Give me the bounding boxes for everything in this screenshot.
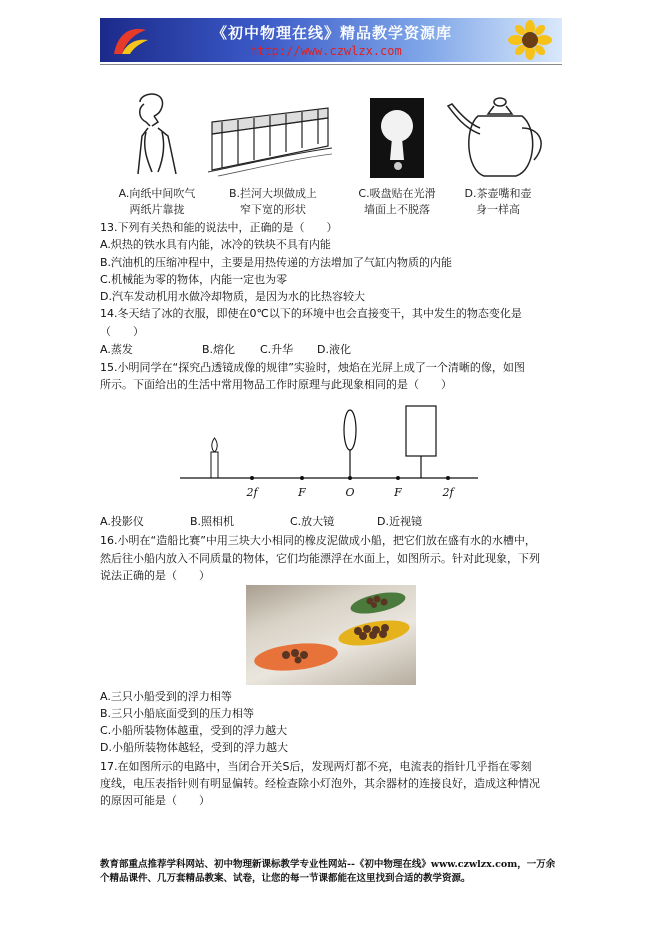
- axis-point-1: [300, 476, 304, 480]
- axis-label-0: 2f: [246, 486, 258, 499]
- q14-option-b: B.熔化: [202, 343, 236, 356]
- figure-d-caption-2: 身一样高: [476, 203, 520, 216]
- figure-b-caption-2: 窄下宽的形状: [240, 203, 306, 216]
- q17-stem-3: 的原因可能是（ ）: [100, 794, 210, 807]
- q14-stem-2: （ ）: [100, 325, 144, 338]
- q15-stem-1: 15.小明同学在“探究凸透镜成像的规律”实验时，烛焰在光屏上成了一个清晰的像，如图: [100, 361, 525, 374]
- axis-point-4: [446, 476, 450, 480]
- footer-line-1: 教育部重点推荐学科网站、初中物理新课标教学专业性网站--《初中物理在线》www.czwlzx.com，一万余: [100, 859, 556, 870]
- lens-experiment-diagram: [180, 400, 480, 504]
- figure-a-caption-1: A.向纸中间吹气: [118, 187, 196, 200]
- q15-option-b: B.照相机: [190, 515, 235, 528]
- q14-stem-1: 14.冬天结了冰的衣服，即使在0℃以下的环境中也会直接变干，其中发生的物态变化是: [100, 307, 522, 320]
- candle-icon: [211, 438, 218, 478]
- axis-label-3: F: [394, 486, 402, 499]
- clay-boats-icon: [246, 585, 416, 685]
- convex-lens-icon: [344, 410, 356, 478]
- figure-d-caption-1: D.茶壶嘴和壶: [464, 187, 532, 200]
- q16-option-d: D.小船所装物体越轻，受到的浮力越大: [100, 741, 288, 754]
- sunflower-icon: [504, 20, 556, 60]
- q13-option-d: D.汽车发动机用水做冷却物质，是因为水的比热容较大: [100, 290, 365, 303]
- q15-option-c: C.放大镜: [290, 515, 335, 528]
- clay-boats-photo: [246, 585, 416, 685]
- q15-option-d: D.近视镜: [377, 515, 422, 528]
- q17-stem-1: 17.在如图所示的电路中，当闭合开关S后，发现两灯都不亮，电流表的指针几乎指在零刻: [100, 760, 532, 773]
- q13-stem: 13.下列有关热和能的说法中，正确的是（ ）: [100, 221, 338, 234]
- q16-stem-1: 16.小明在“造船比赛”中用三块大小相同的橡皮泥做成小船，把它们放在盛有水的水槽中，: [100, 534, 536, 547]
- q16-stem-3: 说法正确的是（ ）: [100, 569, 210, 582]
- light-screen-icon: [406, 406, 436, 478]
- site-title: 《初中物理在线》精品教学资源库: [212, 24, 453, 42]
- q15-stem-2: 所示。下面给出的生活中常用物品工作时原理与此现象相同的是（ ）: [100, 378, 452, 391]
- teapot-icon: [444, 94, 552, 182]
- axis-label-2: O: [345, 486, 355, 499]
- q14-option-d: D.液化: [317, 343, 351, 356]
- q16-option-c: C.小船所装物体越重，受到的浮力越大: [100, 724, 288, 737]
- pressure-figures: [100, 92, 562, 216]
- q16-stem-2: 然后往小船内放入不同质量的物体，它们均能漂浮在水面上，如图所示。针对此现象，下列: [100, 552, 540, 565]
- header-banner: [100, 18, 562, 62]
- figure-c-caption-1: C.吸盘贴在光滑: [358, 187, 436, 200]
- q13-option-c: C.机械能为零的物体，内能一定也为零: [100, 273, 288, 286]
- suction-cup-icon: [368, 96, 426, 180]
- q13-option-a: A.炽热的铁水具有内能，冰冷的铁块不具有内能: [100, 238, 331, 251]
- figure-a-caption-2: 两纸片靠拢: [129, 203, 185, 216]
- figure-c-caption-2: 墙面上不脱落: [364, 203, 430, 216]
- axis-point-2: [348, 476, 352, 480]
- q14-option-c: C.升华: [260, 343, 294, 356]
- axis-point-0: [250, 476, 254, 480]
- q16-option-b: B.三只小船底面受到的压力相等: [100, 707, 255, 720]
- q13-option-b: B.汽油机的压缩冲程中，主要是用热传递的方法增加了气缸内物质的内能: [100, 256, 453, 269]
- q16-option-a: A.三只小船受到的浮力相等: [100, 690, 232, 703]
- blowing-paper-icon: [118, 92, 198, 180]
- figure-b-caption-1: B.拦河大坝做成上: [228, 187, 318, 200]
- optical-bench: [180, 400, 480, 504]
- dam-icon: [208, 98, 332, 178]
- axis-label-4: 2f: [442, 486, 454, 499]
- q15-option-a: A.投影仪: [100, 515, 144, 528]
- site-logo-icon: [108, 24, 152, 58]
- site-url[interactable]: http://www.czwlzx.com: [250, 44, 402, 58]
- footer-line-2: 个精品课件、几万套精品教案、试卷，让您的每一节课都能在这里找到合适的教学资源。: [100, 873, 471, 884]
- axis-label-1: F: [298, 486, 306, 499]
- axis-point-3: [396, 476, 400, 480]
- header-divider: [100, 64, 562, 65]
- q17-stem-2: 度线，电压表指针则有明显偏转。经检查除小灯泡外，其余器材的连接良好，造成这种情况: [100, 777, 540, 790]
- page-footer: [100, 858, 570, 886]
- q14-option-a: A.蒸发: [100, 343, 133, 356]
